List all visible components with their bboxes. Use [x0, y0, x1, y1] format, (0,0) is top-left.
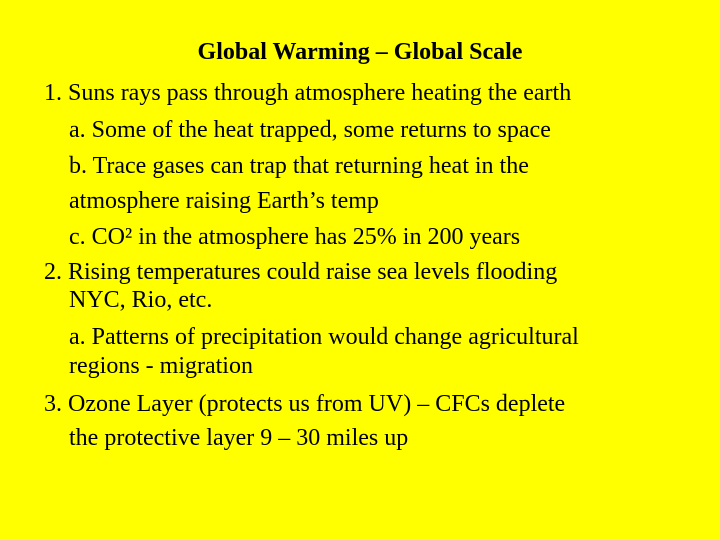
- bullet-2a-continued: regions - migration: [69, 353, 253, 379]
- bullet-1: 1. Suns rays pass through atmosphere heating the earth: [44, 80, 572, 106]
- bullet-1b-continued: atmosphere raising Earth’s temp: [69, 188, 379, 214]
- bullet-1b: b. Trace gases can trap that returning heat in the: [69, 153, 529, 179]
- bullet-1a: a. Some of the heat trapped, some returns to space: [69, 117, 551, 143]
- slide-title: Global Warming – Global Scale: [197, 39, 523, 65]
- bullet-3: 3. Ozone Layer (protects us from UV) – CFCs deplete: [44, 391, 566, 417]
- bullet-2a: a. Patterns of precipitation would change agricultural: [69, 324, 579, 350]
- bullet-3-continued: the protective layer 9 – 30 miles up: [69, 425, 409, 451]
- bullet-1c: c. CO² in the atmosphere has 25% in 200 years: [69, 224, 521, 250]
- bullet-2-continued: NYC, Rio, etc.: [69, 287, 213, 313]
- bullet-2: 2. Rising temperatures could raise sea levels flooding: [44, 259, 558, 285]
